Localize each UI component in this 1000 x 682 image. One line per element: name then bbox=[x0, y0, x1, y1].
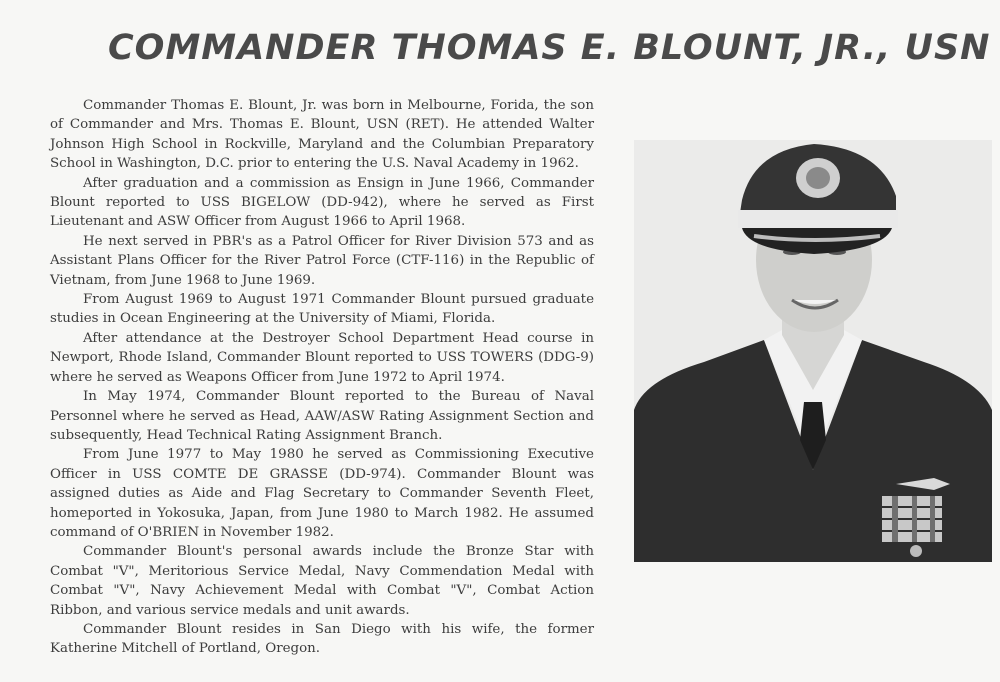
bio-paragraph: From June 1977 to May 1980 he served as Commissioning Executive Officer in USS COMTE DE GRASSE (DD-974). Commander Blount was assigned duties as Aide and Flag Secretary to Commander Seventh Fleet, homeported in Yokosuka, Japan, from June 1980 to March 1982. He assumed command of O'BRIEN in November 1982. bbox=[50, 447, 594, 540]
officer-portrait-icon bbox=[634, 140, 992, 562]
page-title: COMMANDER THOMAS E. BLOUNT, JR., USN bbox=[108, 28, 991, 68]
bio-paragraph: Commander Thomas E. Blount, Jr. was born in Melbourne, Forida, the son of Commander and Mrs. Thomas E. Blount, USN (RET). He attended Walter Johnson High School in Rockville, Maryland and the Columbian Preparatory School in Washington, D.C. prior to entering the U.S. Naval Academy in 1962. bbox=[50, 98, 594, 172]
bio-paragraph: After graduation and a commission as Ensign in June 1966, Commander Blount reported to USS BIGELOW (DD-942), where he served as First Lieutenant and ASW Officer from August 1966 to April 1968. bbox=[50, 175, 594, 230]
portrait-photo bbox=[634, 140, 992, 562]
bio-paragraph: Commander Blount's personal awards include the Bronze Star with Combat "V", Meritorious Service Medal, Navy Commendation Medal with Combat "V", Navy Achievement Medal with Combat "V", Combat Action Ribbon, and various service medals and unit awards. bbox=[50, 544, 594, 618]
bio-paragraph: After attendance at the Destroyer School Department Head course in Newport, Rhode Island, Commander Blount reported to USS TOWERS (DDG-9) where he served as Weapons Officer from June 1972 to April 1974. bbox=[50, 330, 594, 385]
biography-text bbox=[50, 96, 594, 659]
bio-paragraph: He next served in PBR's as a Patrol Officer for River Division 573 and as Assistant Plans Officer for the River Patrol Force (CTF-116) in the Republic of Vietnam, from June 1968 to June 1969. bbox=[50, 233, 594, 288]
bio-paragraph: Commander Blount resides in San Diego with his wife, the former Katherine Mitchell of Portland, Oregon. bbox=[50, 621, 594, 657]
bio-paragraph: In May 1974, Commander Blount reported to the Bureau of Naval Personnel where he served as Head, AAW/ASW Rating Assignment Section and subsequently, Head Technical Rating Assignment Branch. bbox=[50, 389, 594, 443]
bio-paragraph: From August 1969 to August 1971 Commander Blount pursued graduate studies in Ocean Engineering at the University of Miami, Florida. bbox=[50, 292, 594, 327]
